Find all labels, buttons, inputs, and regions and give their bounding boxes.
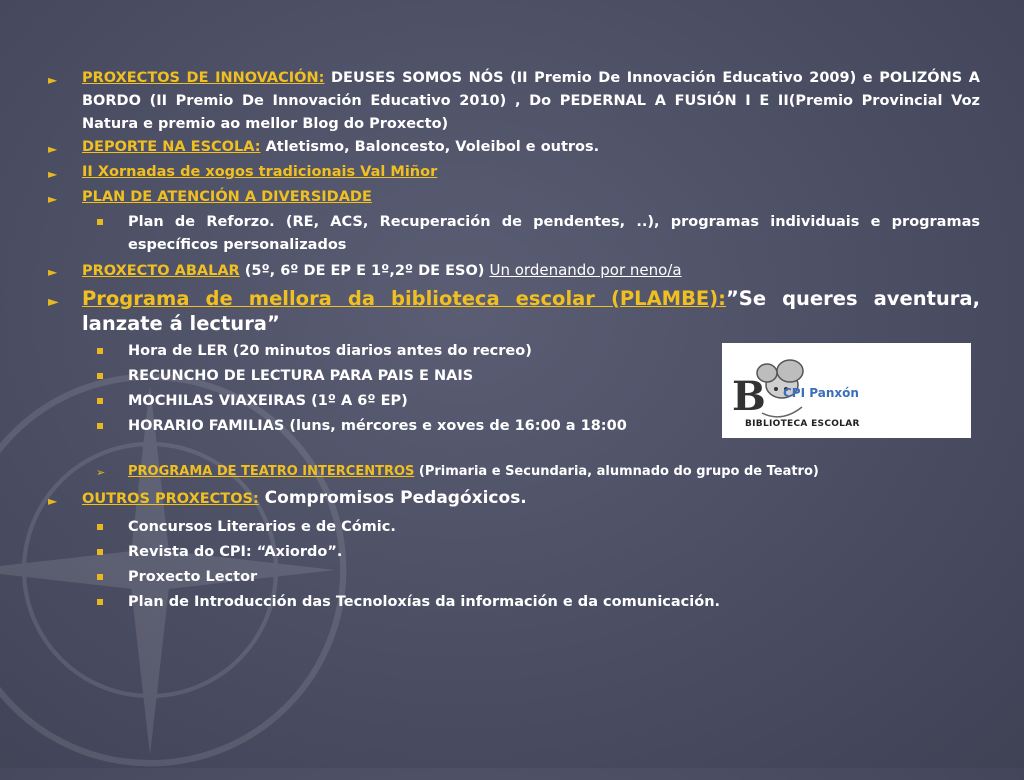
logo-caption: BIBLIOTECA ESCOLAR [745, 419, 860, 429]
list-item: Programa de mellora da biblioteca escolar (PLAMBE):”Se queres aventura, lanzate á lectura” [82, 287, 980, 335]
square-bullet-icon [97, 599, 103, 605]
arrow-bullet-icon: ► [48, 142, 58, 156]
square-bullet-icon [97, 348, 103, 354]
arrowhead-bullet-icon: ➢ [96, 466, 106, 479]
arrow-bullet-icon: ► [48, 73, 58, 87]
list-item: PROGRAMA DE TEATRO INTERCENTROS (Primaria e Secundaria, alumnado do grupo de Teatro) [128, 464, 819, 479]
square-bullet-icon [97, 398, 103, 404]
square-bullet-icon [97, 574, 103, 580]
square-bullet-icon [97, 219, 103, 225]
sub-list-item: Revista do CPI: “Axiordo”. [128, 544, 343, 560]
list-item: OUTROS PROXECTOS: Compromisos Pedagóxicos. [82, 488, 527, 508]
square-bullet-icon [97, 524, 103, 530]
arrow-bullet-icon: ► [48, 265, 58, 279]
sub-list-item: Plan de Introducción das Tecnoloxías da información e da comunicación. [128, 594, 721, 610]
list-item: II Xornadas de xogos tradicionais Val Miñor [82, 164, 438, 180]
logo-school-name: CPI Panxón [783, 386, 859, 400]
sub-list-item: HORARIO FAMILIAS (luns, mércores e xoves de 16:00 a 18:00 [128, 418, 627, 434]
sub-list-item: Hora de LER (20 minutos diarios antes do recreo) [128, 343, 532, 359]
sub-list-item: MOCHILAS VIAXEIRAS (1º A 6º EP) [128, 393, 408, 409]
logo-letter: B [732, 373, 766, 420]
arrow-bullet-icon: ► [48, 294, 59, 310]
sub-list-item: Proxecto Lector [128, 569, 258, 585]
square-bullet-icon [97, 549, 103, 555]
square-bullet-icon [97, 373, 103, 379]
sub-list-item: RECUNCHO DE LECTURA PARA PAIS E NAIS [128, 368, 474, 384]
list-item: DEPORTE NA ESCOLA: Atletismo, Baloncesto, Voleibol e outros. [82, 139, 600, 155]
list-item: PROXECTO ABALAR (5º, 6º DE EP E 1º,2º DE ESO) Un ordenando por neno/a [82, 261, 682, 279]
arrow-bullet-icon: ► [48, 192, 58, 206]
square-bullet-icon [97, 423, 103, 429]
list-item: PROXECTOS DE INNOVACIÓN: DEUSES SOMOS NÓS (II Premio De Innovación Educativo 2009) e POLIZÓNS A BORDO (II Premio De Innovación Educativo 2010) , Do PEDERNAL A FUSIÓN I E II(Premio Provincial Voz Natura e premio ao mellor Blog do Proxecto) [82, 70, 980, 132]
sub-list-item: Plan de Reforzo. (RE, ACS, Recuperación de pendentes, ..), programas individuais e programas específicos personalizados [128, 214, 980, 253]
list-item: PLAN DE ATENCIÓN A DIVERSIDADE [82, 189, 372, 205]
biblioteca-escolar-logo [722, 343, 971, 438]
arrow-bullet-icon: ► [48, 494, 58, 508]
sub-list-item: Concursos Literarios e de Cómic. [128, 519, 396, 535]
arrow-bullet-icon: ► [48, 167, 58, 181]
